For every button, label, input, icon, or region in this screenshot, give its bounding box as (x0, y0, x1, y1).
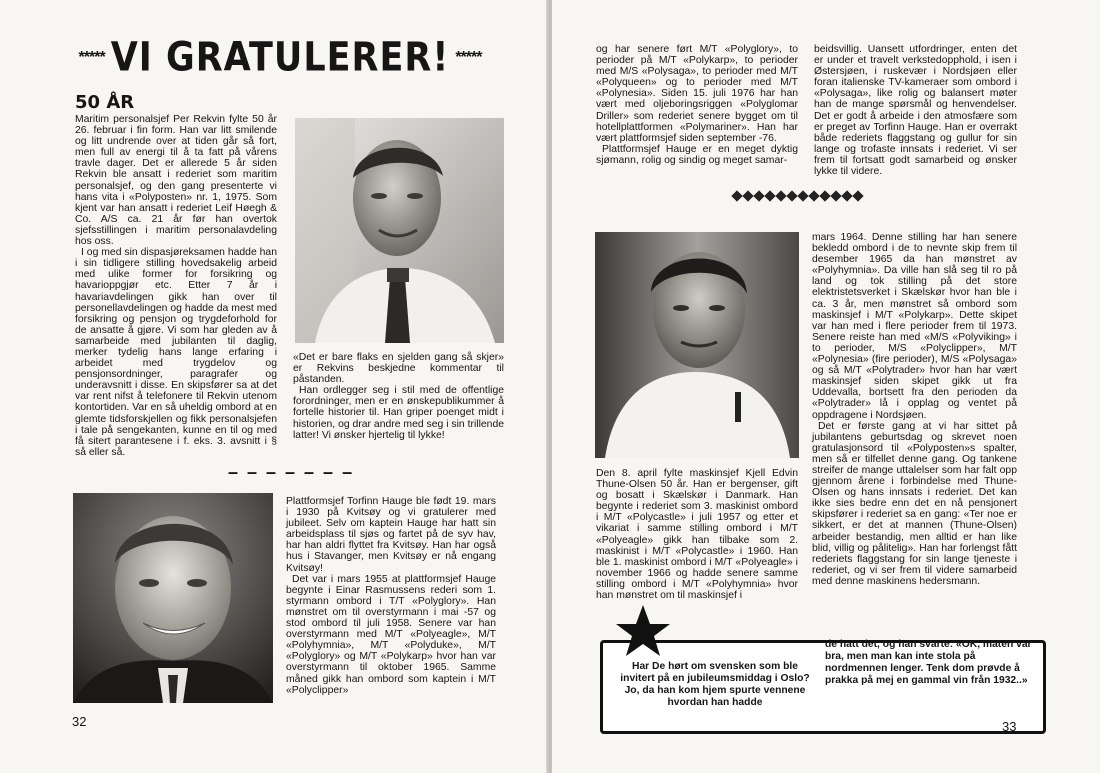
rekvin-paragraph-1: Maritim personalsjef Per Rekvin fylte 50 år 26. februar i fin form. Han var litt smilende og litt undrende over at tiden går så fort, men full av energi til å ta fatt på vårens travle dager. Det er allerede 5 år siden Rekvin ble ansatt i rederiet som maritim personalsjef, og den gang presenterte vi hans vita i «Polyposten» nr. 1, 1975. Som kjent var han ansatt i rederiet Leif Høegh & Co. A/S ca. 21 år før han overtok sjefsstillingen i maritim personalavdeling hos oss. (75, 114, 277, 248)
hauge-paragraph-1: Plattformsjef Torfinn Hauge ble født 19. mars i 1930 på Kvitsøy og vi gratulerer med jubileet. Selv om kaptein Hauge har hatt sin arbeidsplass til sjøs og fartet på de syv hav, har han aldri flyttet fra Kvitsøy. Han har også hus i Stavanger, men Kvitsøy er nå engang Kvitsøy! (286, 496, 496, 574)
star-icon (615, 603, 671, 659)
rekvin-quote: «Det er bare flaks en sjelden gang så skjer» er Rekvins beskjedne kommentar til påstanden. (293, 352, 504, 386)
subheading: 50 ÅR (75, 92, 135, 113)
joke-text-right: de hatt det, og han svarte: «OK, maten var bra, men man kan inte stola på nordmennen lenger. Tenk dom prøvde å prakka på mej en gammal vin från 1932..» (825, 639, 1032, 686)
hauge-continued-paragraph-3: beidsvillig. Uansett utfordringer, enten det er under et travelt verkstedopphold, i isen i Østersjøen, i ruskevær i Nordsjøen eller foran italienske TV-kameraer som ombord i «Polysaga», like rolig og balansert møter han de mange spørsmål og henvendelser. Det er godt å arbeide i den atmosfære som er preget av Torfinn Hauge. Han er overrakt både rederiets flaggstang og gullur for sin lange og trofaste innsats i rederiet. Vi ser frem til fortsatt godt samarbeid og ønsker lykke til videre. (814, 44, 1017, 178)
hauge-continued-paragraph: og har senere ført M/T «Polyglory», to perioder på M/T «Polykarp», to perioder med M/S «Polysaga», to perioder med M/T «Polyqueen» og to perioder med M/T «Polynesia». Siden 15. juli 1976 har han vært med oljeboringsriggen «Polyglomar Driller» som rederiet senere bygget om til hotellplattformen «Polymariner». Han har vært plattformsjef siden september -76. (596, 44, 798, 144)
headline-stars-left: ***** (78, 49, 105, 66)
page-number-left: 32 (72, 714, 87, 729)
rekvin-article-col2 (293, 352, 504, 441)
thune-olsen-col1 (596, 468, 798, 601)
rekvin-article-col1 (75, 114, 277, 458)
headline-stars-right: ***** (455, 49, 482, 66)
section-divider: – – – – – – – (228, 462, 355, 482)
thune-olsen-paragraph-3: Det er første gang at vi har sittet på jubilantens geburtsdag og skrevet noen gratulasjonsord til «Polyposten»s spalter, men så er tilfellet denne gang. Og tankene streifer de mange uttalelser som har falt opp gjennom årene i forbindelse med Thune-Olsen og hans innsats i rederiet. Det kan ikke sies bedre enn det en nå pensjonert skipsfører i rederiet sa en gang: «Ter noe er sikkert, er det at mannen (Thune-Olsen) arbeider bestandig, men alltid er han like blid, villig og pålitelig». Han har forlengst fått rederiets flaggstang for sin lange tjeneste i rederiet, og vi ser frem til videre samarbeid med denne maskinens hedersmann. (812, 420, 1017, 587)
thune-olsen-col2 (812, 232, 1017, 587)
hauge-paragraph-2: Det var i mars 1955 at plattformsjef Hauge begynte i Einar Rasmussens rederi som 1. styrmann ombord i T/T «Polyglory». Han mønstret om til overstyrmann i mai -57 og stod ombord til juli 1958. Senere var han overstyrmann med M/T «Polyeagle», M/T «Polyhymnia», M/T «Polyduke», M/T «Polyglory» og M/T «Polykarp» hvor han var overstyrmann til oktober 1965. Samme måned gikk han ombord som kaptein i M/T «Polyclipper» (286, 573, 496, 696)
hauge-article-col (286, 496, 496, 696)
hauge-photo (73, 493, 273, 703)
rekvin-closing: Han ordlegger seg i stil med de offentlige forordninger, men er en ønskepublikummer å fortelle historier til. Han griper poenget midt i historien, og drar andre med seg i sin trillende latter! Vi ønsker hjertelig til lykke! (293, 385, 504, 441)
page-number-right: 33 (1002, 719, 1017, 734)
rekvin-photo (295, 118, 504, 343)
hauge-continued-col2 (814, 44, 1017, 177)
thune-olsen-paragraph-1: Den 8. april fylte maskinsjef Kjell Edvin Thune-Olsen 50 år. Han er bergenser, gift og bosatt i Skælskør i Danmark. Han begynte i rederiet som 3. maskinist ombord i M/T «Polycastle» i juli 1957 og etter et vikariat i samme stilling ombord i M/T «Polyeagle» gikk han tilbake som 2. maskinist i M/T «Polycastle» i 1960. Han ble 1. maskinist ombord i M/T «Polyeagle» i november 1966 og hadde senere samme stilling ombord i M/T «Polyhymnia» hvor han mønstret om til maskinsjef i (596, 468, 798, 602)
joke-text-left: Har De hørt om svensken som ble invitert på en jubileumsmiddag i Oslo? Jo, da han kom hjem spurte vennene hvordan han hadde (620, 661, 810, 708)
diamond-divider (732, 192, 863, 200)
headline (60, 35, 500, 81)
hauge-continued-paragraph-2: Plattformsjef Hauge er en meget dyktig sjømann, rolig og sindig og meget samar- (596, 143, 798, 166)
rekvin-paragraph-2: I og med sin dispasjøreksamen hadde han i sin tidligere stilling hovedsakelig arbeid med ulike former for forsikring og havarioppgjør etc. Etter 7 år i havariavdelingen gikk han over til personellavdelingen og hadde da mest med forsikring og pensjon og trygdeforhold for de ansatte å gjøre. Vi som har gleden av å samarbeide med jubilanten til daglig, merker tydelig hans lange erfaring i arbeidet med trygdelov og pensjonsordninger, paragrafer og underavsnitt i disse. En skipsfører sa at det var rent nifst å telefonere til Rekvin utenom kontortiden. Var en så uheldig ombord at en glemte tidsforskjellen og fikk personalsjefen i tale på sengekanten, kunne en til og med få sitert parantesene i f. eks. 3. avsnitt i § så eller så. (75, 247, 277, 458)
headline-title: VI GRATULERER! (110, 35, 450, 81)
left-page (0, 0, 548, 773)
thune-olsen-paragraph-2: mars 1964. Denne stilling har han senere bekledd ombord i de to nevnte skip frem til desember 1965 da han mønstret av «Polyhymnia». Da ville han slå seg til ro på land og tok stilling på det store elektristetsverket i Skælskør hvor han ble i ca. 3 år, men mønstret så ombord som maskinsjef i M/T «Polykarp». Dette skipet var han med i flere perioder frem til 1973. Senere reiste han med «M/S «Polyviking» i to perioder, M/S «Polyclipper», M/T «Polynesia» (fire perioder), M/S «Polysaga» og så M/T «Polytrader» hvor han har vært maskinsjef siden skipet gikk ut fra Uddevalla, bortsett fra den perioden da «Polytrader» lå i opplag og ventet på oppdragene i Nordsjøen. (812, 232, 1017, 421)
thune-olsen-photo (595, 232, 799, 458)
hauge-continued-col1 (596, 44, 798, 166)
